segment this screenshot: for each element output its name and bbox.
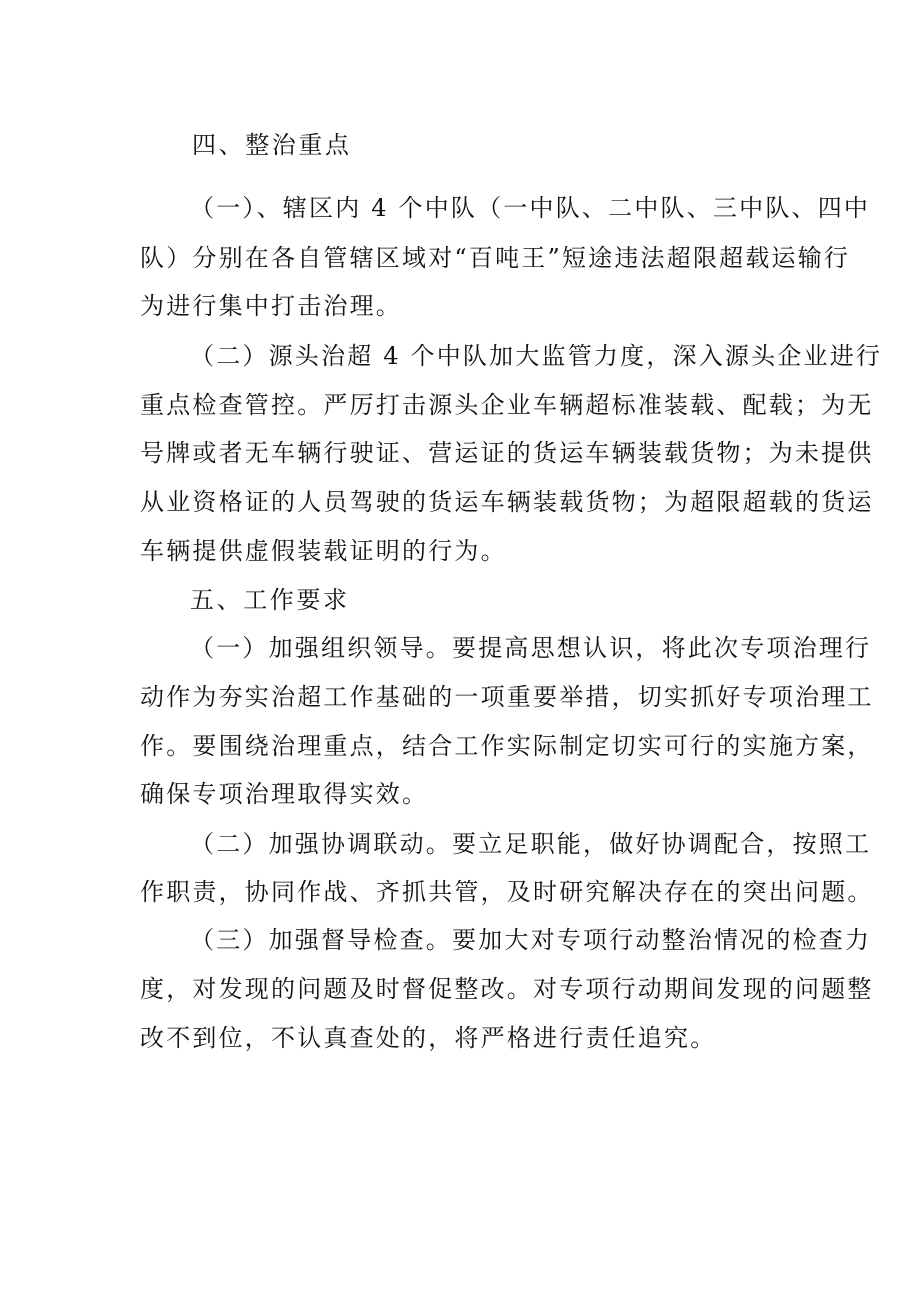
paragraph-line: 度，对发现的问题及时督促整改。对专项行动期间发现的问题整 [140,975,874,1003]
paragraph-line: 重点检查管控。严厉打击源头企业车辆超标准装载、配载；为无 [140,391,874,419]
paragraph-line: 作。要围绕治理重点，结合工作实际制定切实可行的实施方案， [140,732,874,760]
paragraph-line: 改不到位，不认真查处的，将严格进行责任追究。 [140,1024,717,1052]
paragraph-line: 作职责，协同作战、齐抓共管，及时研究解决存在的突出问题。 [140,878,874,906]
section-heading-4: 四、整治重点 [192,131,352,159]
paragraph-line: （三）加强督导检查。要加大对专项行动整治情况的检查力 [190,926,872,954]
paragraph-line: 队）分别在各自管辖区域对“百吨王”短途违法超限超载运输行 [140,244,851,272]
paragraph-line: 确保专项治理取得实效。 [140,780,429,808]
paragraph-line: 号牌或者无车辆行驶证、营运证的货运车辆装载货物；为未提供 [140,439,874,467]
paragraph-line: 动作为夯实治超工作基础的一项重要举措，切实抓好专项治理工 [140,683,874,711]
paragraph-line: 为进行集中打击治理。 [140,292,402,320]
paragraph-line: （二）源头治超 4 个中队加大监管力度，深入源头企业进行 [190,342,883,370]
section-heading-5: 五、工作要求 [190,586,350,614]
paragraph-line: （一）、辖区内 4 个中队（一中队、二中队、三中队、四中 [190,194,871,222]
paragraph-line: （二）加强协调联动。要立足职能，做好协调配合，按照工 [190,830,872,858]
paragraph-line: 从业资格证的人员驾驶的货运车辆装载货物；为超限超载的货运 [140,488,874,516]
paragraph-line: （一）加强组织领导。要提高思想认识，将此次专项治理行 [190,634,872,662]
paragraph-line: 车辆提供虚假装载证明的行为。 [140,537,507,565]
